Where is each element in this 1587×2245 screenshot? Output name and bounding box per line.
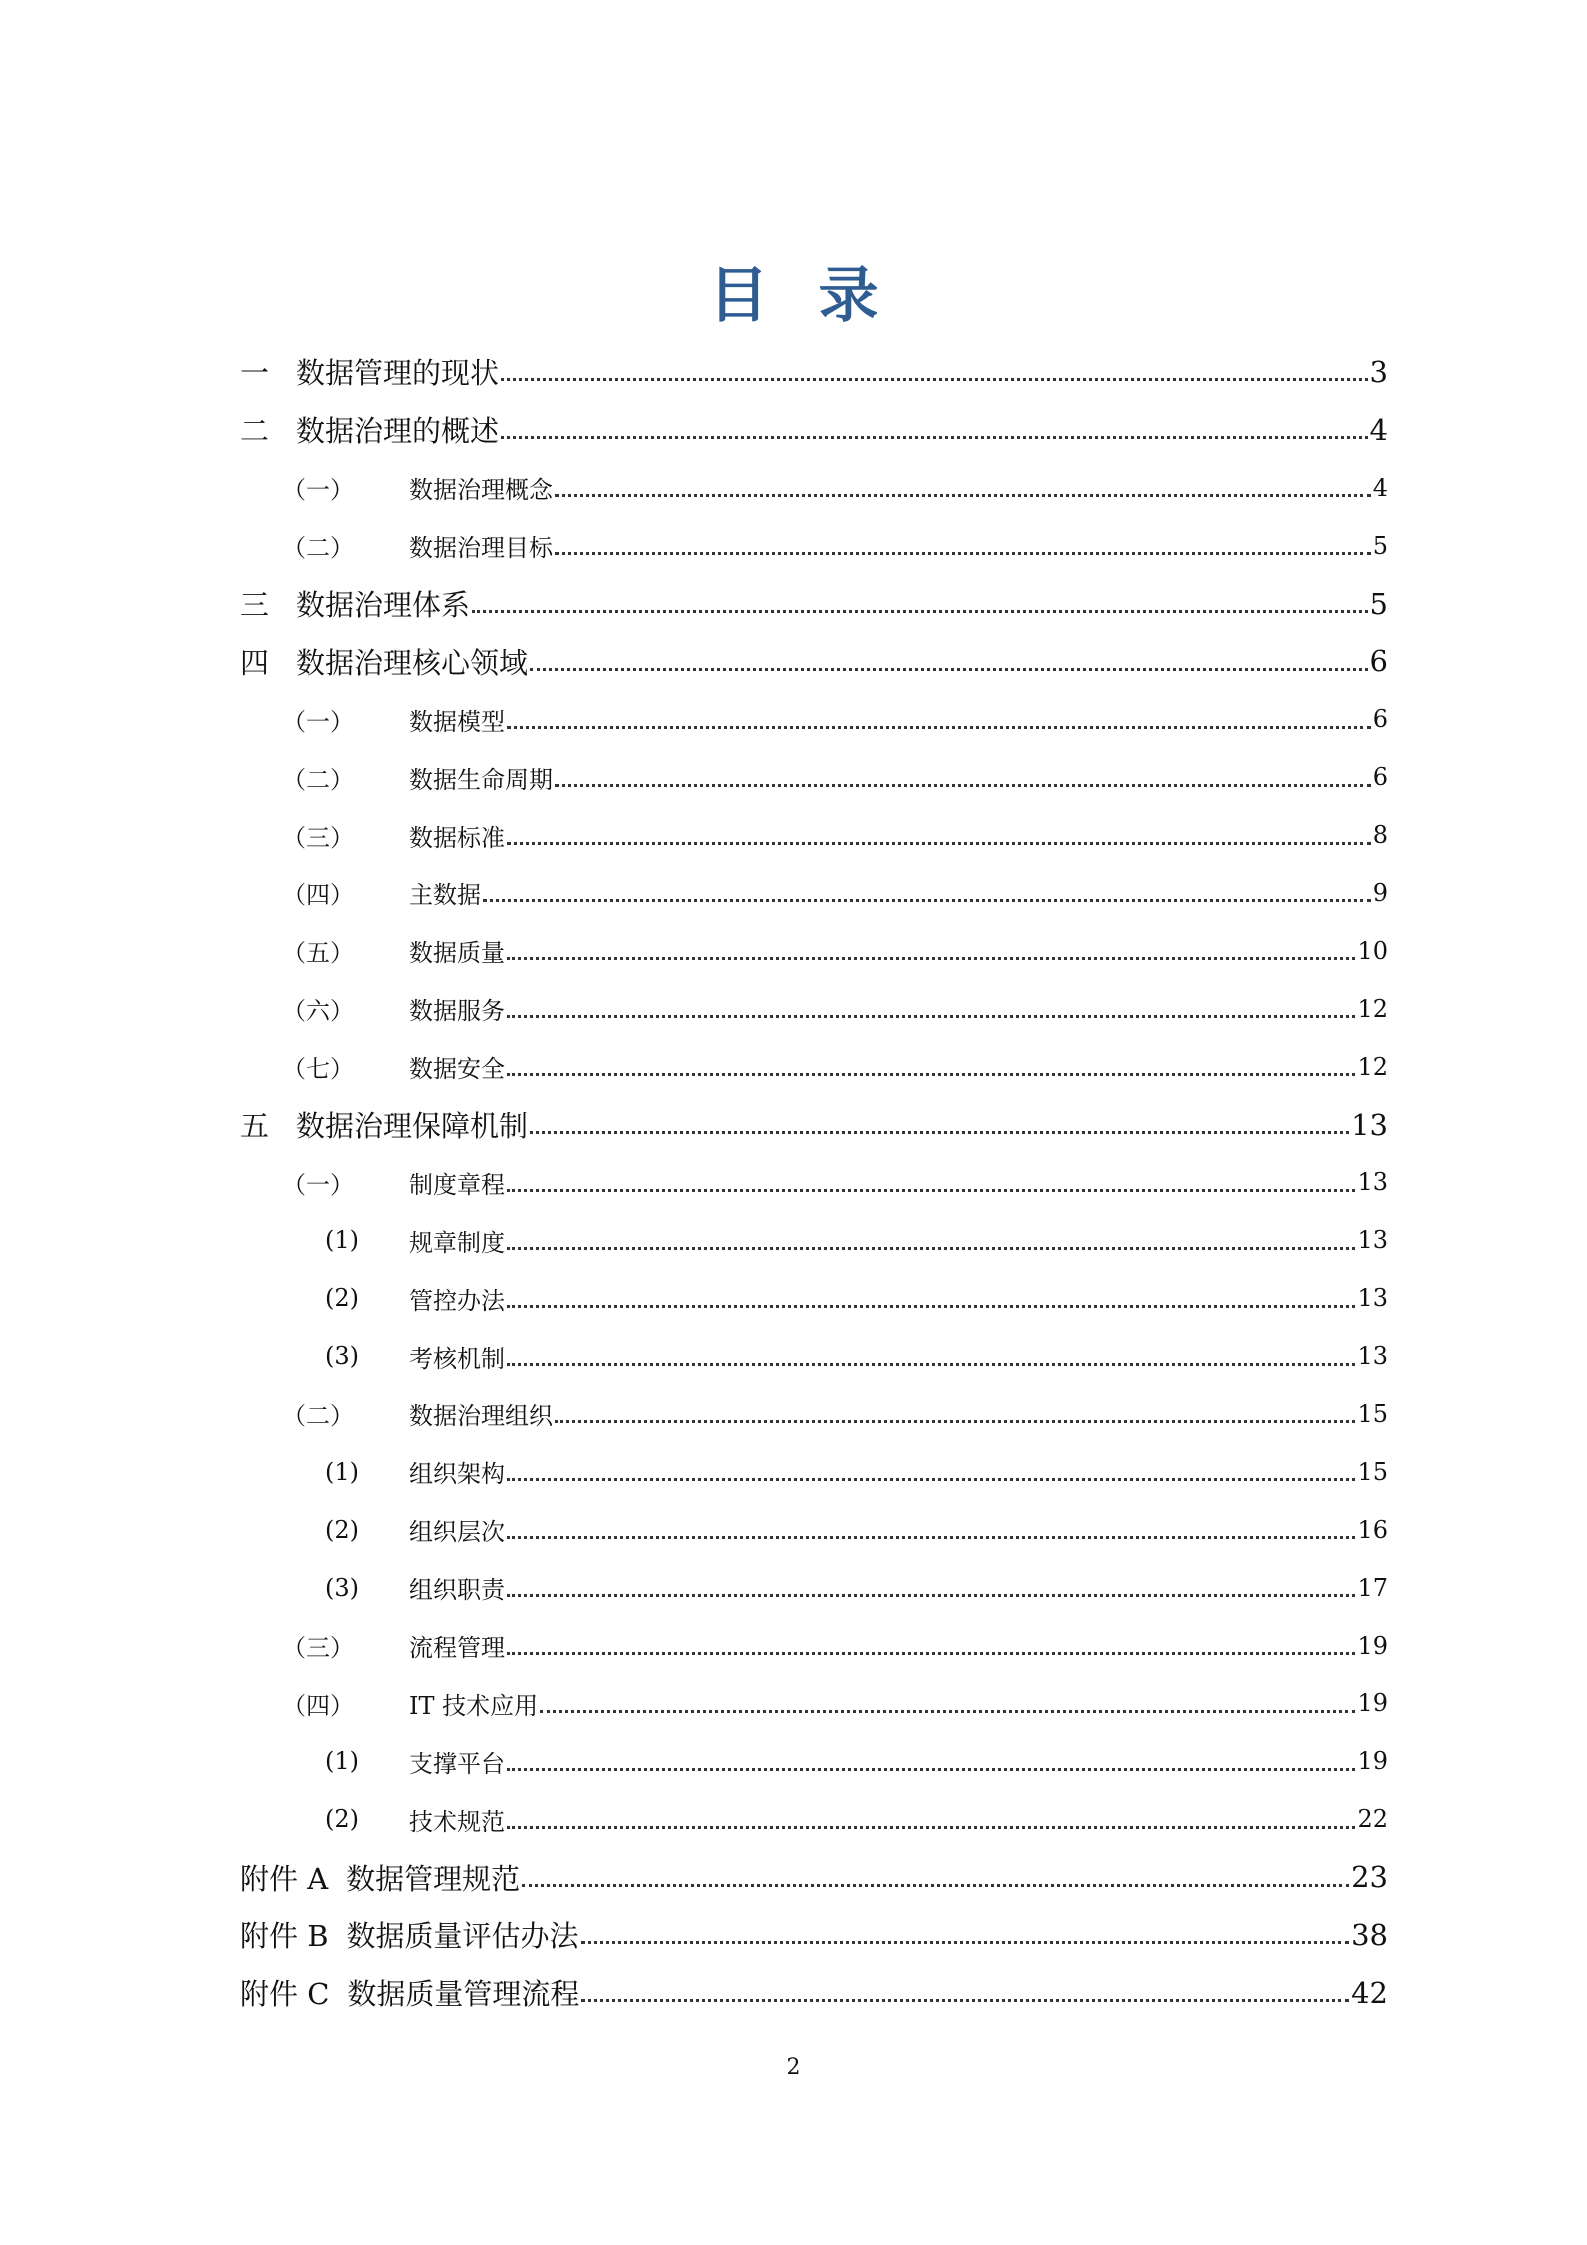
toc-entry-number: 附件 B bbox=[240, 1919, 329, 1954]
toc-entry-page: 22 bbox=[1357, 1805, 1388, 1834]
toc-leader-dots bbox=[507, 957, 1355, 960]
toc-entry[interactable] bbox=[240, 806, 1388, 864]
toc-leader-dots bbox=[507, 1363, 1355, 1366]
toc-entry-number: 一 bbox=[240, 356, 270, 391]
toc-entry-title: 数据管理的现状 bbox=[296, 356, 500, 391]
page-number: 2 bbox=[786, 2055, 801, 2080]
toc-entry-number: （一） bbox=[282, 707, 354, 736]
toc-entry-title: 数据安全 bbox=[409, 1055, 505, 1084]
toc-leader-dots bbox=[501, 378, 1368, 381]
toc-entry-title: 数据质量评估办法 bbox=[346, 1919, 579, 1954]
toc-entry-page: 5 bbox=[1372, 531, 1388, 560]
toc-leader-dots bbox=[507, 1594, 1355, 1597]
toc-entry-title: 考核机制 bbox=[409, 1344, 505, 1373]
toc-leader-dots bbox=[507, 1073, 1355, 1076]
toc-entry[interactable] bbox=[240, 1732, 1388, 1790]
toc-entry-page: 12 bbox=[1357, 994, 1388, 1023]
toc-entry-title: 数据标准 bbox=[409, 823, 505, 852]
toc-leader-dots bbox=[555, 1420, 1355, 1423]
toc-leader-dots bbox=[581, 1941, 1350, 1944]
toc-entry[interactable] bbox=[240, 632, 1388, 690]
toc-entry-number: （四） bbox=[282, 1691, 354, 1720]
toc-entry-page: 4 bbox=[1369, 412, 1388, 447]
toc-leader-dots bbox=[507, 726, 1371, 729]
toc-leader-dots bbox=[507, 1247, 1355, 1250]
toc-leader-dots bbox=[472, 610, 1368, 613]
toc-entry-page: 6 bbox=[1369, 644, 1388, 679]
toc-entry-title: 技术规范 bbox=[409, 1807, 505, 1836]
toc-entry-page: 15 bbox=[1357, 1399, 1388, 1428]
toc-entry-page: 4 bbox=[1372, 473, 1388, 502]
toc-entry-number: (3) bbox=[325, 1573, 359, 1602]
toc-entry-page: 13 bbox=[1351, 1107, 1388, 1142]
toc-entry-number: （四） bbox=[282, 881, 354, 910]
toc-leader-dots bbox=[507, 1826, 1355, 1829]
toc-entry-page: 13 bbox=[1357, 1226, 1388, 1255]
toc-leader-dots bbox=[530, 668, 1368, 671]
toc-leader-dots bbox=[483, 899, 1371, 902]
toc-entry[interactable] bbox=[240, 748, 1388, 806]
toc-entry-title: 主数据 bbox=[409, 881, 481, 910]
toc-entry[interactable] bbox=[240, 864, 1388, 922]
toc-entry[interactable] bbox=[240, 401, 1388, 459]
toc-entry-page: 19 bbox=[1357, 1631, 1388, 1660]
toc-entry-page: 23 bbox=[1351, 1860, 1388, 1895]
toc-entry-number: (1) bbox=[325, 1747, 359, 1776]
toc-entry-title: 组织架构 bbox=[409, 1460, 505, 1489]
toc-entry[interactable] bbox=[240, 1559, 1388, 1617]
toc-leader-dots bbox=[507, 842, 1371, 845]
page-title: 目录 bbox=[708, 261, 929, 331]
toc-entry[interactable] bbox=[240, 1327, 1388, 1385]
toc-leader-dots bbox=[507, 1652, 1355, 1655]
toc-entry-number: （三） bbox=[282, 1634, 354, 1663]
toc-entry-page: 13 bbox=[1357, 1168, 1388, 1197]
toc-entry[interactable] bbox=[240, 922, 1388, 980]
toc-entry-number: （一） bbox=[282, 476, 354, 505]
toc-leader-dots bbox=[507, 1478, 1355, 1481]
toc-entry[interactable] bbox=[240, 1964, 1388, 2022]
toc-entry-title: 数据质量 bbox=[409, 939, 505, 968]
toc-leader-dots bbox=[501, 436, 1368, 439]
toc-entry-page: 12 bbox=[1357, 1052, 1388, 1081]
toc-entry[interactable] bbox=[240, 517, 1388, 575]
toc-entry-title: 数据治理目标 bbox=[409, 534, 553, 563]
toc-leader-dots bbox=[581, 1999, 1349, 2002]
toc-leader-dots bbox=[540, 1710, 1355, 1713]
toc-entry-title: 数据管理规范 bbox=[346, 1861, 521, 1896]
toc-entry-number: (1) bbox=[325, 1457, 359, 1486]
toc-entry-number: （二） bbox=[282, 534, 354, 563]
toc-entry[interactable] bbox=[240, 575, 1388, 633]
toc-entry-title: 数据生命周期 bbox=[409, 765, 553, 794]
toc-entry-page: 42 bbox=[1351, 1975, 1388, 2010]
toc-entry-page: 3 bbox=[1369, 354, 1388, 389]
toc-entry-page: 6 bbox=[1372, 763, 1388, 792]
toc-entry-title: 制度章程 bbox=[409, 1170, 505, 1199]
toc-entry[interactable] bbox=[240, 1385, 1388, 1443]
toc-entry[interactable] bbox=[240, 1443, 1388, 1501]
toc-entry-number: （六） bbox=[282, 997, 354, 1026]
toc-leader-dots bbox=[555, 552, 1371, 555]
toc-entry-number: (1) bbox=[325, 1226, 359, 1255]
toc-entry-page: 17 bbox=[1357, 1573, 1388, 1602]
toc-entry-number: （一） bbox=[282, 1170, 354, 1199]
toc-entry[interactable] bbox=[240, 1096, 1388, 1154]
toc-entry-number: 四 bbox=[240, 645, 270, 680]
toc-entry-number: 五 bbox=[240, 1109, 270, 1144]
toc-entry[interactable] bbox=[240, 1674, 1388, 1732]
toc-entry-number: (2) bbox=[325, 1805, 359, 1834]
toc-leader-dots bbox=[507, 1189, 1355, 1192]
toc-entry-title: 管控办法 bbox=[409, 1286, 505, 1315]
toc-entry[interactable] bbox=[240, 980, 1388, 1038]
toc-leader-dots bbox=[555, 494, 1371, 497]
toc-entry-number: 附件 A bbox=[240, 1861, 329, 1896]
toc-entry-page: 10 bbox=[1357, 936, 1388, 965]
toc-entry-title: 数据治理组织 bbox=[409, 1402, 553, 1431]
toc-entry[interactable] bbox=[240, 1790, 1388, 1848]
toc-entry-number: 附件 C bbox=[240, 1977, 330, 2012]
toc-entry[interactable] bbox=[240, 1038, 1388, 1096]
toc-entry-title: 支撑平台 bbox=[409, 1749, 505, 1778]
toc-entry-number: 三 bbox=[240, 588, 270, 622]
toc-entry[interactable] bbox=[240, 1906, 1388, 1964]
toc-entry-title: 数据治理概念 bbox=[409, 476, 553, 505]
toc-entry[interactable] bbox=[240, 1269, 1388, 1327]
toc-leader-dots bbox=[507, 1015, 1355, 1018]
toc-entry-page: 15 bbox=[1357, 1457, 1388, 1486]
toc-entry-page: 38 bbox=[1351, 1917, 1388, 1952]
table-of-contents bbox=[240, 343, 1388, 2022]
toc-entry-title: 组织职责 bbox=[409, 1576, 505, 1605]
toc-entry-page: 8 bbox=[1372, 821, 1388, 850]
toc-entry-title: 数据治理体系 bbox=[296, 588, 471, 622]
toc-entry-page: 13 bbox=[1357, 1284, 1388, 1313]
toc-entry-page: 13 bbox=[1357, 1342, 1388, 1371]
toc-entry-title: 组织层次 bbox=[409, 1518, 505, 1547]
toc-entry[interactable] bbox=[240, 1153, 1388, 1211]
toc-entry-title: 数据治理核心领域 bbox=[296, 645, 529, 680]
toc-entry[interactable] bbox=[240, 1617, 1388, 1675]
toc-entry[interactable] bbox=[240, 459, 1388, 517]
toc-entry-number: （三） bbox=[282, 823, 354, 852]
toc-leader-dots bbox=[507, 1768, 1355, 1771]
toc-entry-number: (2) bbox=[325, 1515, 359, 1544]
toc-entry-title: 数据质量管理流程 bbox=[347, 1977, 580, 2012]
toc-entry-title: 数据模型 bbox=[409, 707, 505, 736]
toc-entry-page: 5 bbox=[1369, 586, 1388, 621]
toc-entry-title: 数据服务 bbox=[409, 997, 505, 1026]
toc-entry-title: 规章制度 bbox=[409, 1228, 505, 1257]
toc-entry-number: （二） bbox=[282, 1402, 354, 1431]
toc-entry-number: (3) bbox=[325, 1342, 359, 1371]
toc-leader-dots bbox=[530, 1131, 1349, 1134]
toc-entry-number: 二 bbox=[240, 414, 270, 449]
toc-leader-dots bbox=[522, 1884, 1349, 1887]
toc-entry-page: 19 bbox=[1357, 1689, 1388, 1718]
toc-entry-number: (2) bbox=[325, 1284, 359, 1313]
toc-entry-title: 流程管理 bbox=[409, 1634, 505, 1663]
toc-entry-page: 19 bbox=[1357, 1747, 1388, 1776]
toc-entry-title: IT 技术应用 bbox=[409, 1691, 539, 1720]
toc-entry-title: 数据治理保障机制 bbox=[296, 1109, 529, 1144]
toc-entry-page: 9 bbox=[1372, 878, 1388, 907]
toc-entry[interactable] bbox=[240, 690, 1388, 748]
toc-leader-dots bbox=[555, 784, 1371, 787]
toc-leader-dots bbox=[507, 1536, 1355, 1539]
toc-entry-page: 6 bbox=[1372, 705, 1388, 734]
toc-entry[interactable] bbox=[240, 343, 1388, 401]
toc-entry[interactable] bbox=[240, 1501, 1388, 1559]
toc-entry-page: 16 bbox=[1357, 1515, 1388, 1544]
toc-leader-dots bbox=[507, 1305, 1355, 1308]
toc-entry-number: （五） bbox=[282, 939, 354, 968]
toc-entry-number: （七） bbox=[282, 1055, 354, 1084]
toc-entry-title: 数据治理的概述 bbox=[296, 414, 500, 449]
toc-entry-number: （二） bbox=[282, 765, 354, 794]
toc-entry[interactable] bbox=[240, 1211, 1388, 1269]
toc-entry[interactable] bbox=[240, 1848, 1388, 1906]
